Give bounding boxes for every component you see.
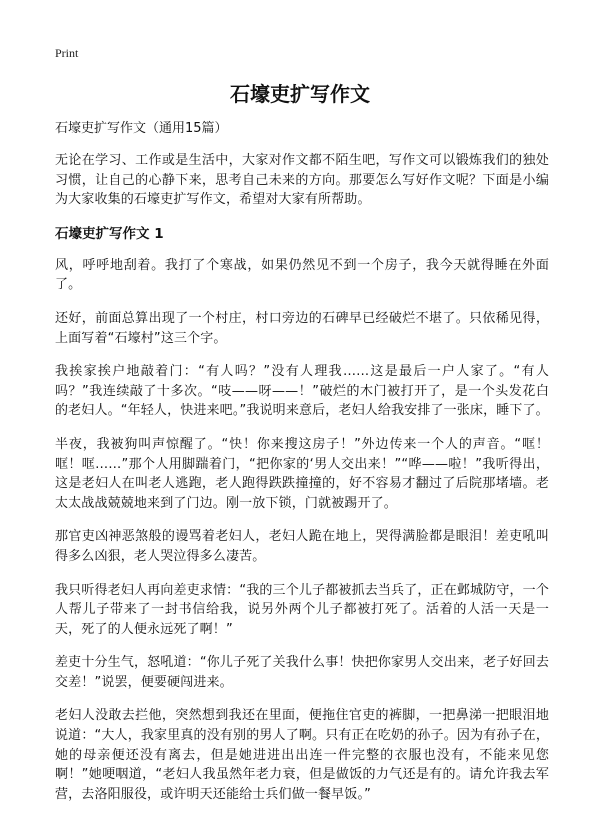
body-paragraph: 老妇人没敢去拦他，突然想到我还在里面，便拖住官吏的裤脚，一把鼻涕一把眼泪地说道：“大人，我家里真的没有别的男人了啊。只有正在吃奶的孙子。因为有孙子在，她的母亲便还没有离去，但是她进进出出连一件完整的衣服也没有，不能来见您啊！”她哽咽道，“老妇人我虽然年老力衰，但是做饭的力气还是有的。请允许我去军营，去洛阳服役，或许明天还能给士兵们做一餐早饭。” (55, 708, 549, 802)
body-paragraph: 那官吏凶神恶煞般的谩骂着老妇人，老妇人跪在地上，哭得满脸都是眼泪！差吏吼叫得多么凶狠，老人哭泣得多么凄苦。 (55, 529, 549, 564)
body-paragraph: 还好，前面总算出现了一个村庄，村口旁边的石碑早已经破烂不堪了。只依稀见得，上面写着“石壕村”这三个字。 (55, 310, 549, 346)
body-paragraph: 半夜，我被狗叫声惊醒了。“快！你来搜这房子！”外边传来一个人的声音。“哐！哐！哐……”那个人用脚踹着门，“把你家的‘男人交出来！”“哗——啦！”我听得出，这是老妇人在叫老人逃跑，老人跑得跌跌撞撞的，好不容易才翻过了后院那堵墙。老太太战战兢兢地来到了门边。刚一放下锁，门就被踢开了。 (55, 436, 549, 511)
article-body (55, 119, 549, 818)
body-paragraph: 差吏十分生气，怒吼道：“你儿子死了关我什么事！快把你家男人交出来，老子好回去交差！”说罢，便要硬闯进来。 (55, 655, 549, 690)
intro-paragraph: 无论在学习、工作或是生活中，大家对作文都不陌生吧，写作文可以锻炼我们的独处习惯，让自己的心静下来，思考自己未来的方向。那要怎么写好作文呢？下面是小编为大家收集的石壕吏扩写作文，希望对大家有所帮助。 (55, 153, 549, 208)
print-link[interactable]: Print (55, 46, 79, 60)
section-heading: 石壕吏扩写作文 1 (55, 225, 164, 242)
body-paragraph: 风，呼呼地刮着。我打了个寒战，如果仍然见不到一个房子，我今天就得睡在外面了。 (55, 257, 549, 293)
body-paragraph: 我挨家挨户地敲着门：“有人吗？”没有人理我……这是最后一户人家了。“有人吗？”我连续敲了十多次。“吱——呀——！”破烂的木门被打开了，是一个头发花白的老妇人。“年轻人，快进来吧。”我说明来意后，老妇人给我安排了一张床，睡下了。 (55, 364, 549, 419)
page-title: 石壕吏扩写作文 (230, 82, 370, 106)
article-subtitle: 石壕吏扩写作文（通用15篇） (55, 121, 228, 136)
body-paragraph: 我只听得老妇人再向差吏求情：“我的三个儿子都被抓去当兵了，正在邺城防守，一个人帮儿子带来了一封书信给我，说另外两个儿子都被打死了。活着的人活一天是一天，死了的人便永远死了啊！” (55, 582, 549, 637)
